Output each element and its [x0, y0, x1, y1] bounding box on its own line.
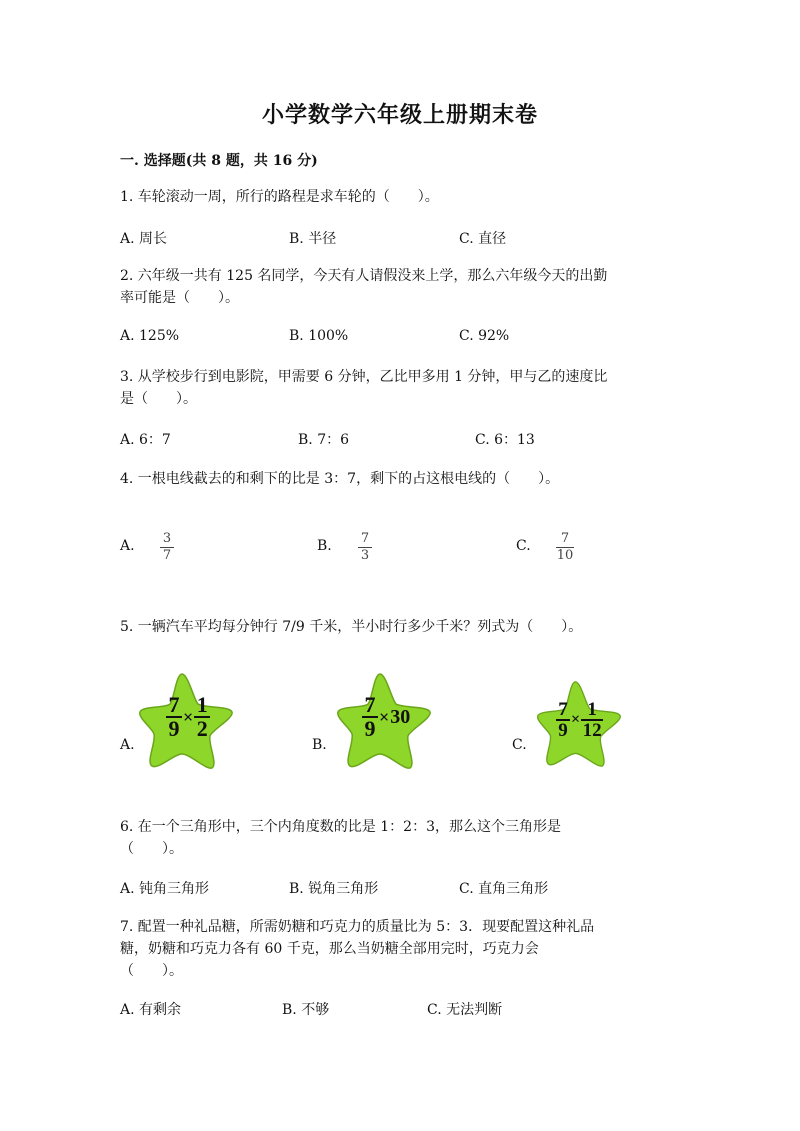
denominator: 12: [582, 720, 602, 741]
q3-option-c[interactable]: C. 6：13: [475, 432, 535, 448]
denominator: 9: [364, 716, 376, 741]
q2-option-b[interactable]: B. 100%: [289, 328, 349, 344]
numerator: 1: [196, 692, 208, 717]
denominator: 7: [162, 548, 172, 563]
numerator: 7: [364, 692, 376, 717]
q6-option-a[interactable]: A. 钝角三角形: [120, 881, 210, 897]
q6-option-b[interactable]: B. 锐角三角形: [289, 881, 379, 897]
question-7-line-1: 7. 配置一种礼品糖，所需奶糖和巧克力的质量比为 5：3．现要配置这种礼品: [120, 919, 595, 935]
q5-option-c-star[interactable]: [536, 678, 622, 768]
q7-option-c[interactable]: C. 无法判断: [427, 1002, 503, 1018]
times-sign: ×: [571, 711, 581, 728]
denominator: 2: [196, 716, 208, 741]
question-5: 5. 一辆汽车平均每分钟行 7/9 千米，半小时行多少千米？列式为（ ）。: [120, 619, 583, 635]
q3-option-a[interactable]: A. 6：7: [120, 432, 171, 448]
q5-option-a-star[interactable]: [138, 670, 234, 770]
q4-option-b[interactable]: B.: [317, 538, 332, 554]
page-title: 小学数学六年级上册期末卷: [261, 102, 538, 128]
question-3-line-1: 3. 从学校步行到电影院，甲需要 6 分钟，乙比甲多用 1 分钟，甲与乙的速度比: [120, 369, 608, 385]
numerator: 7: [560, 531, 570, 546]
numerator: 7: [168, 692, 180, 717]
question-4: 4. 一根电线截去的和剩下的比是 3：7，剩下的占这根电线的（ ）。: [120, 471, 560, 487]
times-sign: ×: [183, 706, 194, 727]
q4-option-a-fraction: [160, 532, 174, 563]
denominator: 3: [360, 548, 370, 563]
q5-option-b[interactable]: B.: [312, 737, 327, 753]
question-6-line-2: （ ）。: [120, 841, 183, 857]
numerator: 1: [587, 699, 597, 720]
denominator: 10: [556, 548, 574, 563]
q1-option-a[interactable]: A. 周长: [120, 231, 168, 247]
q1-option-b[interactable]: B. 半径: [289, 231, 337, 247]
q6-option-c[interactable]: C. 直角三角形: [459, 881, 549, 897]
question-6-line-1: 6. 在一个三角形中，三个内角度数的比是 1：2：3，那么这个三角形是: [120, 819, 561, 835]
times-sign: ×: [379, 706, 390, 727]
numerator: 3: [162, 531, 172, 546]
denominator: 9: [558, 720, 568, 741]
numerator: 7: [360, 531, 370, 546]
question-7-line-3: （ ）。: [120, 963, 183, 979]
q5-option-a[interactable]: A.: [120, 737, 135, 753]
question-2-line-1: 2. 六年级一共有 125 名同学，今天有人请假没来上学，那么六年级今天的出勤: [120, 268, 608, 284]
q5-option-c[interactable]: C.: [512, 737, 527, 753]
q5-option-b-star[interactable]: [336, 670, 432, 770]
q4-option-c[interactable]: C.: [516, 538, 531, 554]
question-3-line-2: 是（ ）。: [120, 391, 197, 407]
question-2-line-2: 率可能是（ ）。: [120, 290, 239, 306]
q7-option-b[interactable]: B. 不够: [282, 1002, 330, 1018]
q4-option-b-fraction: [358, 532, 372, 563]
q2-option-a[interactable]: A. 125%: [120, 328, 180, 344]
q1-option-c[interactable]: C. 直径: [459, 231, 507, 247]
section-heading: 一. 选择题(共 8 题，共 16 分): [120, 153, 318, 169]
q3-option-b[interactable]: B. 7：6: [298, 432, 350, 448]
q4-option-a[interactable]: A.: [120, 538, 135, 554]
q2-option-c[interactable]: C. 92%: [459, 328, 510, 344]
q4-option-c-fraction: [556, 532, 574, 563]
denominator: 9: [168, 716, 180, 741]
question-1: 1. 车轮滚动一周，所行的路程是求车轮的（ ）。: [120, 189, 439, 205]
numerator: 7: [558, 699, 568, 720]
question-7-line-2: 糖，奶糖和巧克力各有 60 千克，那么当奶糖全部用完时，巧克力会: [120, 941, 539, 957]
q7-option-a[interactable]: A. 有剩余: [120, 1002, 182, 1018]
multiplier: 30: [390, 705, 411, 728]
